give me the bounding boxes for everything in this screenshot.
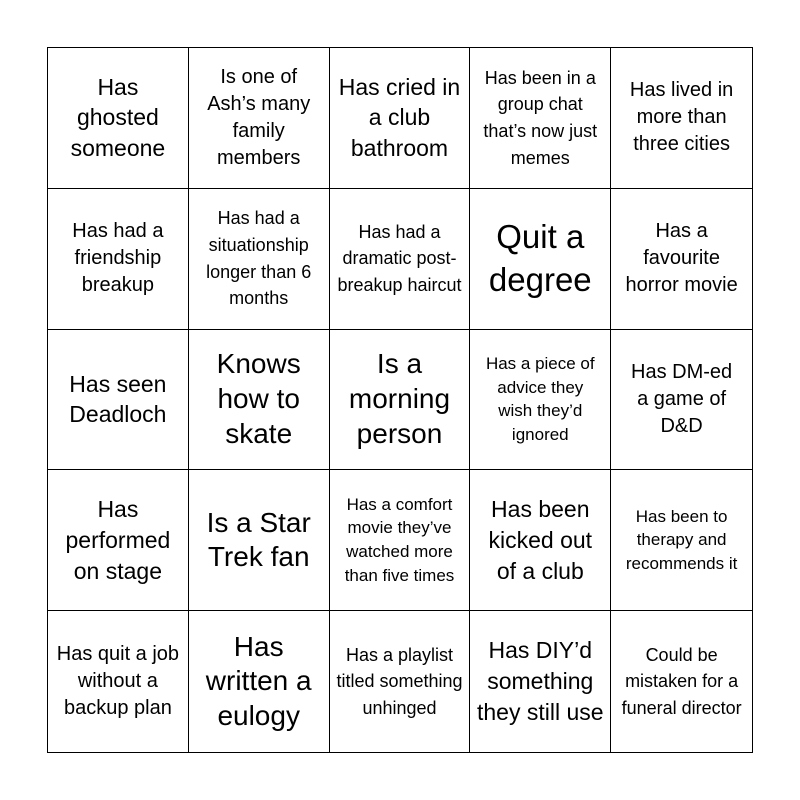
bingo-cell-text: Has been kicked out of a club — [488, 496, 593, 584]
bingo-cell-text: Has performed on stage — [65, 496, 171, 584]
bingo-cell-text: Has a favourite horror movie — [625, 219, 738, 297]
bingo-cell[interactable] — [330, 611, 471, 752]
bingo-cell[interactable] — [611, 330, 752, 471]
bingo-cell[interactable] — [48, 330, 189, 471]
bingo-cell-text: Is one of Ash’s many family members — [207, 65, 311, 170]
bingo-cell-text: Quit a degree — [488, 217, 592, 298]
bingo-cell-text: Has been to therapy and recommends it — [625, 506, 738, 574]
bingo-cell-text: Knows how to skate — [216, 348, 301, 449]
bingo-cell[interactable] — [470, 48, 611, 189]
bingo-cell[interactable] — [330, 470, 471, 611]
bingo-cell-text: Has a piece of advice they wish they’d ignored — [485, 353, 595, 445]
bingo-cell[interactable] — [189, 48, 330, 189]
bingo-cell[interactable] — [470, 189, 611, 330]
bingo-cell[interactable] — [189, 611, 330, 752]
bingo-cell-text: Is a morning person — [348, 348, 451, 449]
bingo-cell-text: Has DM-ed a game of D&D — [631, 360, 733, 438]
bingo-cell[interactable] — [330, 48, 471, 189]
bingo-cell-text: Has been in a group chat that’s now just memes — [483, 67, 598, 168]
bingo-cell[interactable] — [48, 48, 189, 189]
bingo-cell[interactable] — [330, 330, 471, 471]
bingo-cell[interactable] — [470, 330, 611, 471]
bingo-cell[interactable] — [470, 611, 611, 752]
bingo-cell-text: Has a playlist titled something unhinged — [336, 644, 463, 718]
bingo-cell[interactable] — [470, 470, 611, 611]
bingo-cell-text: Has lived in more than three cities — [629, 79, 734, 156]
bingo-cell-text: Has seen Deadloch — [69, 370, 167, 428]
bingo-cell-text: Has DIY’d something they still use — [477, 637, 604, 725]
bingo-cell-text: Has written a eulogy — [205, 630, 312, 731]
bingo-cell-text: Has quit a job without a backup plan — [56, 642, 180, 720]
bingo-cell[interactable] — [611, 470, 752, 611]
bingo-cell[interactable] — [330, 189, 471, 330]
bingo-cell[interactable] — [189, 189, 330, 330]
bingo-cell-text: Has a comfort movie they’ve watched more than five times — [344, 494, 455, 586]
bingo-cell[interactable] — [189, 330, 330, 471]
bingo-cell[interactable] — [48, 189, 189, 330]
bingo-cell-text: Is a Star Trek fan — [206, 506, 311, 573]
bingo-cell[interactable] — [189, 470, 330, 611]
bingo-board — [47, 47, 753, 753]
bingo-cell-text: Has ghosted someone — [70, 73, 166, 162]
bingo-cell-text: Has had a friendship breakup — [72, 219, 164, 297]
bingo-cell-text: Has had a situationship longer than 6 months — [206, 208, 312, 309]
bingo-cell[interactable] — [611, 189, 752, 330]
bingo-cell[interactable] — [48, 611, 189, 752]
bingo-cell[interactable] — [48, 470, 189, 611]
bingo-cell-text: Has cried in a club bathroom — [338, 73, 461, 162]
bingo-cell-text: Could be mistaken for a funeral director — [621, 644, 742, 718]
bingo-cell[interactable] — [611, 48, 752, 189]
bingo-cell-text: Has had a dramatic post-breakup haircut — [337, 221, 462, 295]
bingo-cell[interactable] — [611, 611, 752, 752]
